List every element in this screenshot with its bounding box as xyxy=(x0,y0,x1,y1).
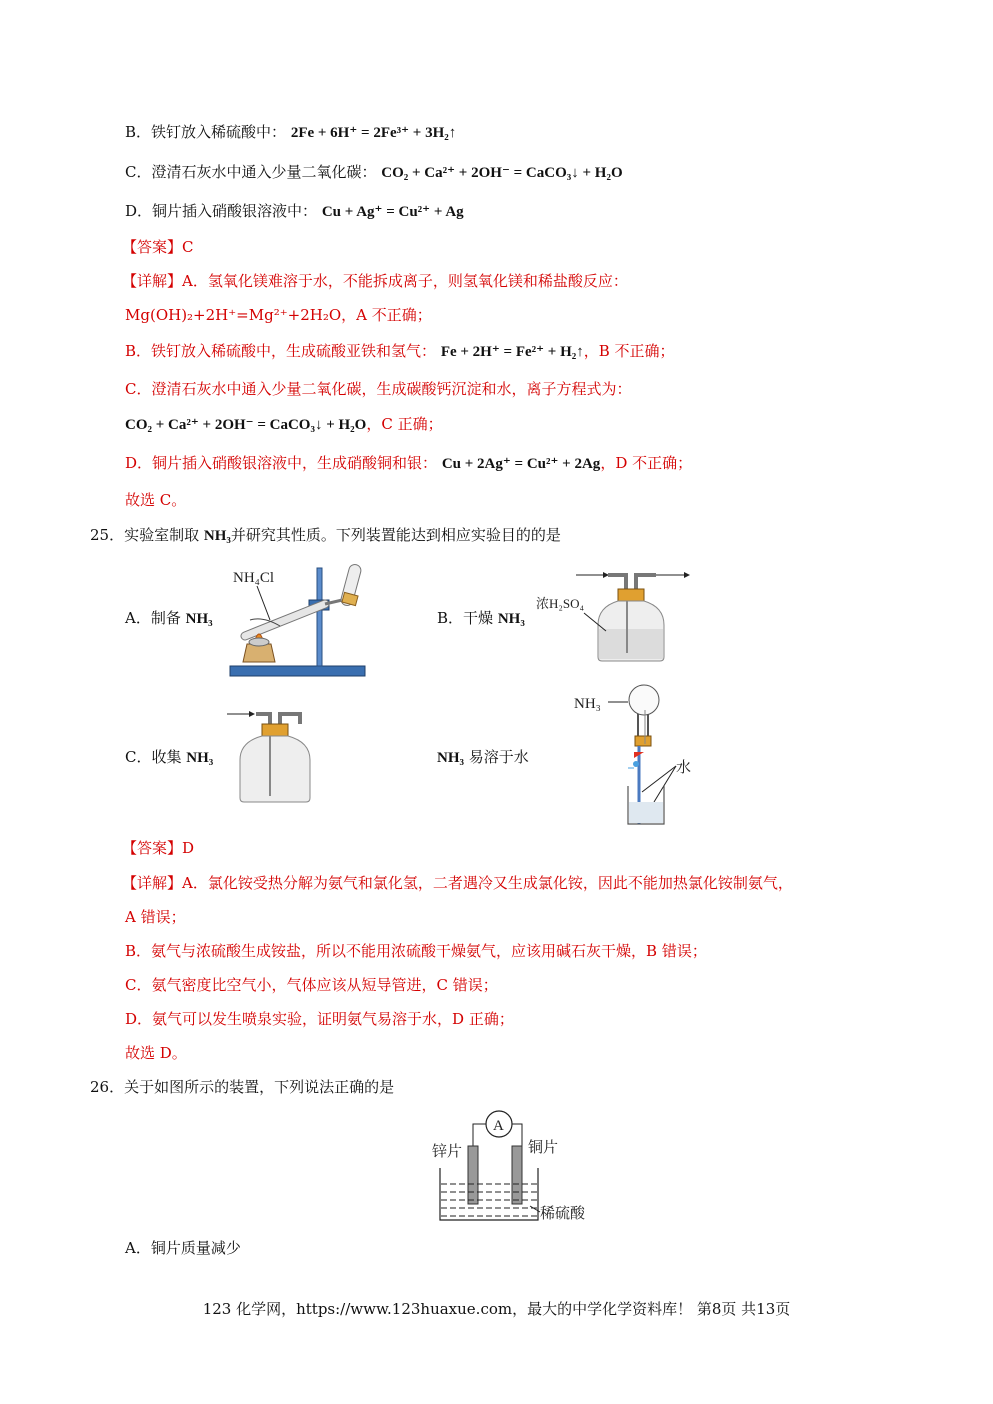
q24-option-c: C．澄清石灰水中通入少量二氧化碳： CO₂ + Ca²⁺ + 2OH⁻ = CaCO₃↓ + H₂O xyxy=(125,163,623,181)
q24-option-b: B．铁钉放入稀硫酸中： 2Fe + 6H⁺ = 2Fe³⁺ + 3H₂↑ xyxy=(125,123,457,141)
q24-detail-b: B．铁钉放入稀硫酸中，生成硫酸亚铁和氢气： Fe + 2H⁺ = Fe²⁺ + H₂↑，B 不正确； xyxy=(125,342,675,360)
q25-answer: 【答案】D xyxy=(122,839,195,857)
q25-stem: 25．实验室制取 NH₃并研究其性质。下列装置能达到相应实验目的的是 xyxy=(90,526,561,544)
q25-detail-a2: A 错误； xyxy=(125,908,186,926)
q25-detail-b: B．氨气与浓硫酸生成铵盐，所以不能用浓硫酸干燥氨气，应该用碱石灰干燥，B 错误； xyxy=(125,942,707,960)
q25-option-b: B．干燥 NH₃ xyxy=(437,609,525,627)
q25-figure-a-label: NH₄Cl xyxy=(233,570,275,586)
q24-option-b-equation: 2Fe + 6H⁺ = 2Fe³⁺ + 3H₂↑ xyxy=(290,125,457,141)
q25-figure-d-label-nh3: NH₃ xyxy=(574,696,601,712)
acid-label: 稀硫酸 xyxy=(540,1204,586,1222)
copper-label: 铜片 xyxy=(528,1138,559,1156)
zinc-label: 锌片 xyxy=(432,1142,463,1160)
q25-detail-a: 【详解】A．氯化铵受热分解为氨气和氯化氢，二者遇冷又生成氯化铵，因此不能加热氯化铵制氨气， xyxy=(122,874,793,892)
q24-detail-c-equation: CO₂ + Ca²⁺ + 2OH⁻ = CaCO₃↓ + H₂O，C 正确； xyxy=(125,415,443,433)
q24-option-d: D．铜片插入硝酸银溶液中： Cu + Ag⁺ = Cu²⁺ + Ag xyxy=(125,202,464,220)
page-footer: 123 化学网，https://www.123huaxue.com，最大的中学化学资料库！ 第8页 共13页 xyxy=(202,1300,791,1318)
q25-conclusion: 故选 D。 xyxy=(125,1044,187,1062)
q26-option-a: A．铜片质量减少 xyxy=(125,1239,241,1257)
q25-figure-b-label: 浓H₂SO₄ xyxy=(536,596,585,611)
q25-option-d: NH₃ 易溶于水 xyxy=(437,748,529,766)
q25-figure-c xyxy=(222,702,327,806)
q24-detail-c: C．澄清石灰水中通入少量二氧化碳，生成碳酸钙沉淀和水，离子方程式为： xyxy=(125,380,632,398)
ammeter-label: A xyxy=(493,1118,504,1134)
q24-option-d-equation: Cu + Ag⁺ = Cu²⁺ + Ag xyxy=(321,204,464,220)
q25-figure-d xyxy=(572,684,697,829)
q24-detail-d: D．铜片插入硝酸银溶液中，生成硝酸铜和银： Cu + 2Ag⁺ = Cu²⁺ + 2Ag，D 不正确； xyxy=(125,454,693,472)
q25-option-c: C．收集 NH₃ xyxy=(125,748,214,766)
q25-figure-a xyxy=(225,558,370,678)
q25-figure-d-label-water: 水 xyxy=(676,758,692,776)
q25-detail-d: D．氨气可以发生喷泉实验，证明氨气易溶于水，D 正确； xyxy=(125,1010,514,1028)
q24-detail-a: 【详解】A．氢氧化镁难溶于水，不能拆成离子，则氢氧化镁和稀盐酸反应： xyxy=(122,272,628,290)
q24-answer: 【答案】C xyxy=(122,238,194,256)
q25-figure-b xyxy=(536,565,691,665)
q24-option-c-equation: CO₂ + Ca²⁺ + 2OH⁻ = CaCO₃↓ + H₂O xyxy=(381,165,623,181)
q25-option-a: A．制备 NH₃ xyxy=(125,609,213,627)
q24-conclusion: 故选 C。 xyxy=(125,491,187,509)
q24-detail-a-equation: Mg(OH)₂+2H⁺=Mg²⁺+2H₂O，A 不正确； xyxy=(125,306,432,324)
q25-detail-c: C．氨气密度比空气小，气体应该从短导管进，C 错误； xyxy=(125,976,498,994)
q26-figure-galvanic-cell xyxy=(432,1108,602,1226)
q26-stem: 26．关于如图所示的装置，下列说法正确的是 xyxy=(90,1078,395,1096)
